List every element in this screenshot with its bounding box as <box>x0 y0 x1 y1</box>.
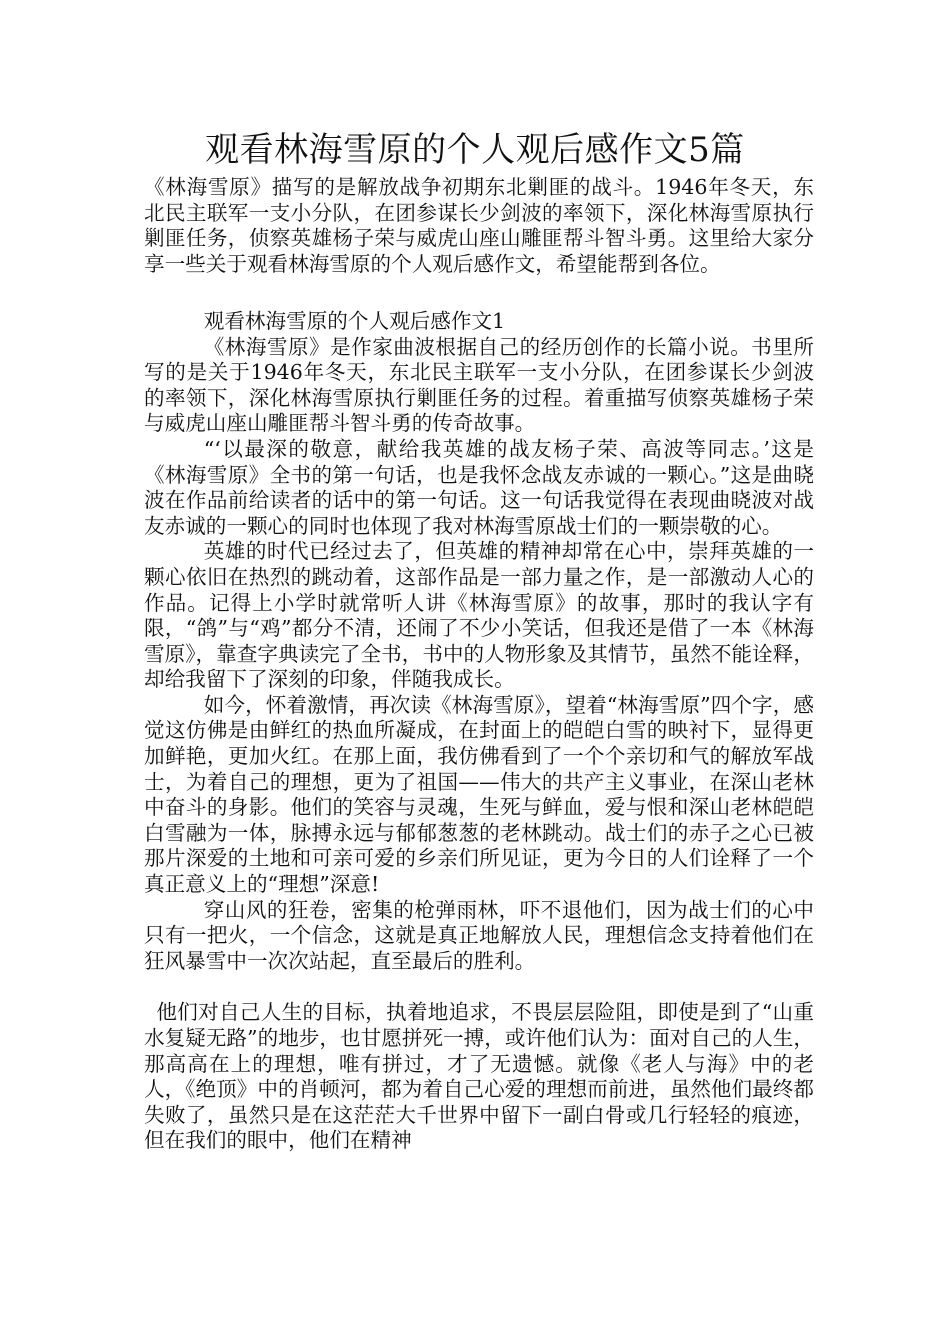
document-body <box>144 175 814 1154</box>
blank-line <box>144 277 814 303</box>
paragraph-3: 英雄的时代已经过去了，但英雄的精神却常在心中，崇拜英雄的一颗心依旧在热烈的跳动着，这部作品是一部力量之作，是一部激动人心的作品。记得上小学时就常听人讲《林海雪原》的故事，那时的我认字有限，“鸽”与“鸡”都分不清，还闹了不少小笑话，但我还是借了一本《林海雪原》，靠查字典读完了全书，书中的人物形象及其情节，虽然不能诠释，却给我留下了深刻的印象，伴随我成长。 <box>144 539 814 692</box>
paragraph-2: “‘以最深的敬意，献给我英雄的战友杨子荣、高波等同志。’这是《林海雪原》全书的第一句话，也是我怀念战友赤诚的一颗心。”这是曲晓波在作品前给读者的话中的第一句话。这一句话我觉得在表现曲晓波对战友赤诚的一颗心的同时也体现了我对林海雪原战士们的一颗崇敬的心。 <box>144 436 814 538</box>
paragraph-6: 他们对自己人生的目标，执着地追求，不畏层层险阻，即使是到了“山重水复疑无路”的地步，也甘愿拼死一搏，或许他们认为：面对自己的人生，那高高在上的理想，唯有拼过，才了无遗憾。就像《老人与海》中的老人，《绝顶》中的肖顿河，都为着自己心爱的理想而前进，虽然他们最终都失败了，虽然只是在这茫茫大千世界中留下一副白骨或几行轻轻的痕迹，但在我们的眼中，他们在精神 <box>144 1000 814 1153</box>
section-heading: 观看林海雪原的个人观后感作文1 <box>203 308 506 333</box>
paragraph-1: 《林海雪原》是作家曲波根据自己的经历创作的长篇小说。书里所写的是关于1946年冬天，东北民主联军一支小分队，在团参谋长少剑波的率领下，深化林海雪原执行剿匪任务的过程。着重描写侦察英雄杨子荣与威虎山座山雕匪帮斗智斗勇的传奇故事。 <box>144 334 814 436</box>
paragraph-5: 穿山风的狂卷，密集的枪弹雨林，吓不退他们，因为战士们的心中只有一把火，一个信念，这就是真正地解放人民，理想信念支持着他们在狂风暴雪中一次次站起，直至最后的胜利。 <box>144 897 814 973</box>
document-title: 观看林海雪原的个人观后感作文5篇 <box>205 130 745 170</box>
intro-paragraph: 《林海雪原》描写的是解放战争初期东北剿匪的战斗。1946年冬天，东北民主联军一支小分队，在团参谋长少剑波的率领下，深化林海雪原执行剿匪任务，侦察英雄杨子荣与威虎山座山雕匪帮斗智斗勇。这里给大家分享一些关于观看林海雪原的个人观后感作文，希望能帮到各位。 <box>144 175 814 276</box>
paragraph-4: 如今，怀着激情，再次读《林海雪原》，望着“林海雪原”四个字，感觉这仿佛是由鲜红的热血所凝成，在封面上的皑皑白雪的映衬下，显得更加鲜艳，更加火红。在那上面，我仿佛看到了一个个亲切和气的解放军战士，为着自己的理想，更为了祖国——伟大的共产主义事业，在深山老林中奋斗的身影。他们的笑容与灵魂，生死与鲜血，爱与恨和深山老林皑皑白雪融为一体，脉搏永远与郁郁葱葱的老林跳动。战士们的赤子之心已被那片深爱的土地和可亲可爱的乡亲们所见证，更为今日的人们诠释了一个真正意义上的“理想”深意! <box>144 692 814 897</box>
blank-line <box>144 974 814 1000</box>
